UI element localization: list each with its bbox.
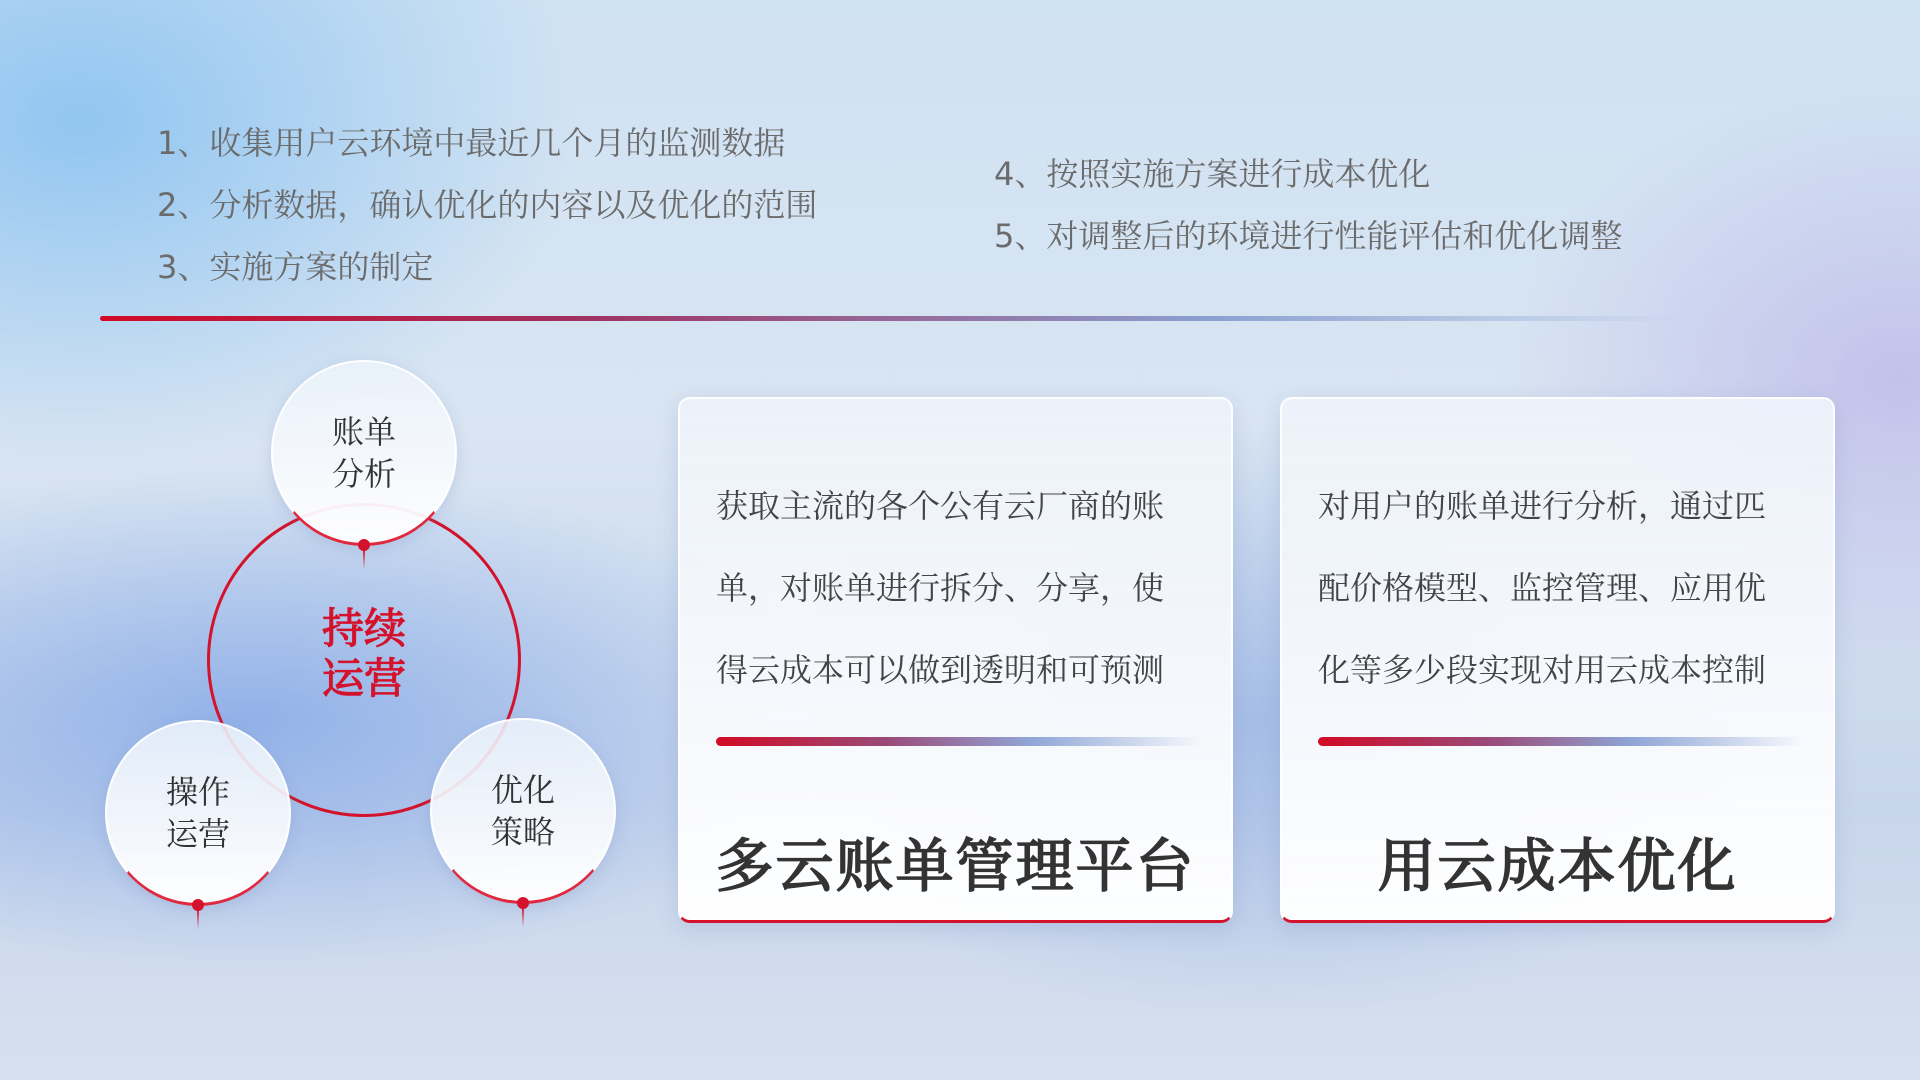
step-item: 1、收集用户云环境中最近几个月的监测数据 [157,124,786,162]
node-bill-analysis [271,360,457,546]
node-label: 运营 [165,814,230,853]
desc-line: 配价格模型、监控管理、应用优 [1318,569,1767,607]
card-divider [1318,737,1803,746]
cycle-center-label [304,604,424,704]
node-operations [105,720,291,906]
desc-line: 单，对账单进行拆分、分享，使 [716,569,1165,607]
pin-dot-icon [358,539,370,551]
center-line: 持续 [321,604,406,653]
node-label: 操作 [165,772,230,811]
pin-dot-icon [517,897,529,909]
steps-list-left [157,112,817,298]
desc-line: 化等多少段实现对用云成本控制 [1318,651,1767,689]
card-multicloud-billing [678,397,1233,923]
step-item: 3、实施方案的制定 [157,248,434,286]
node-label: 分析 [331,454,396,493]
node-label: 策略 [490,812,555,851]
card-description [716,465,1206,711]
node-label: 账单 [331,412,396,451]
node-optimization-strategy [430,718,616,904]
card-description [1318,465,1808,711]
desc-line: 获取主流的各个公有云厂商的账 [716,487,1165,525]
step-item: 4、按照实施方案进行成本优化 [994,155,1431,193]
pin-dot-icon [192,899,204,911]
node-label: 优化 [490,770,555,809]
step-item: 5、对调整后的环境进行性能评估和优化调整 [994,217,1623,255]
center-line: 运营 [321,654,406,703]
card-divider [716,737,1201,746]
step-item: 2、分析数据，确认优化的内容以及优化的范围 [157,186,818,224]
gradient-divider [100,316,1680,321]
desc-line: 对用户的账单进行分析，通过匹 [1318,487,1767,525]
card-title: 多云账单管理平台 [715,832,1196,900]
card-title: 用云成本优化 [1377,832,1738,900]
steps-list-right [994,143,1622,267]
desc-line: 得云成本可以做到透明和可预测 [716,651,1165,689]
card-cloud-cost-optimization [1280,397,1835,923]
